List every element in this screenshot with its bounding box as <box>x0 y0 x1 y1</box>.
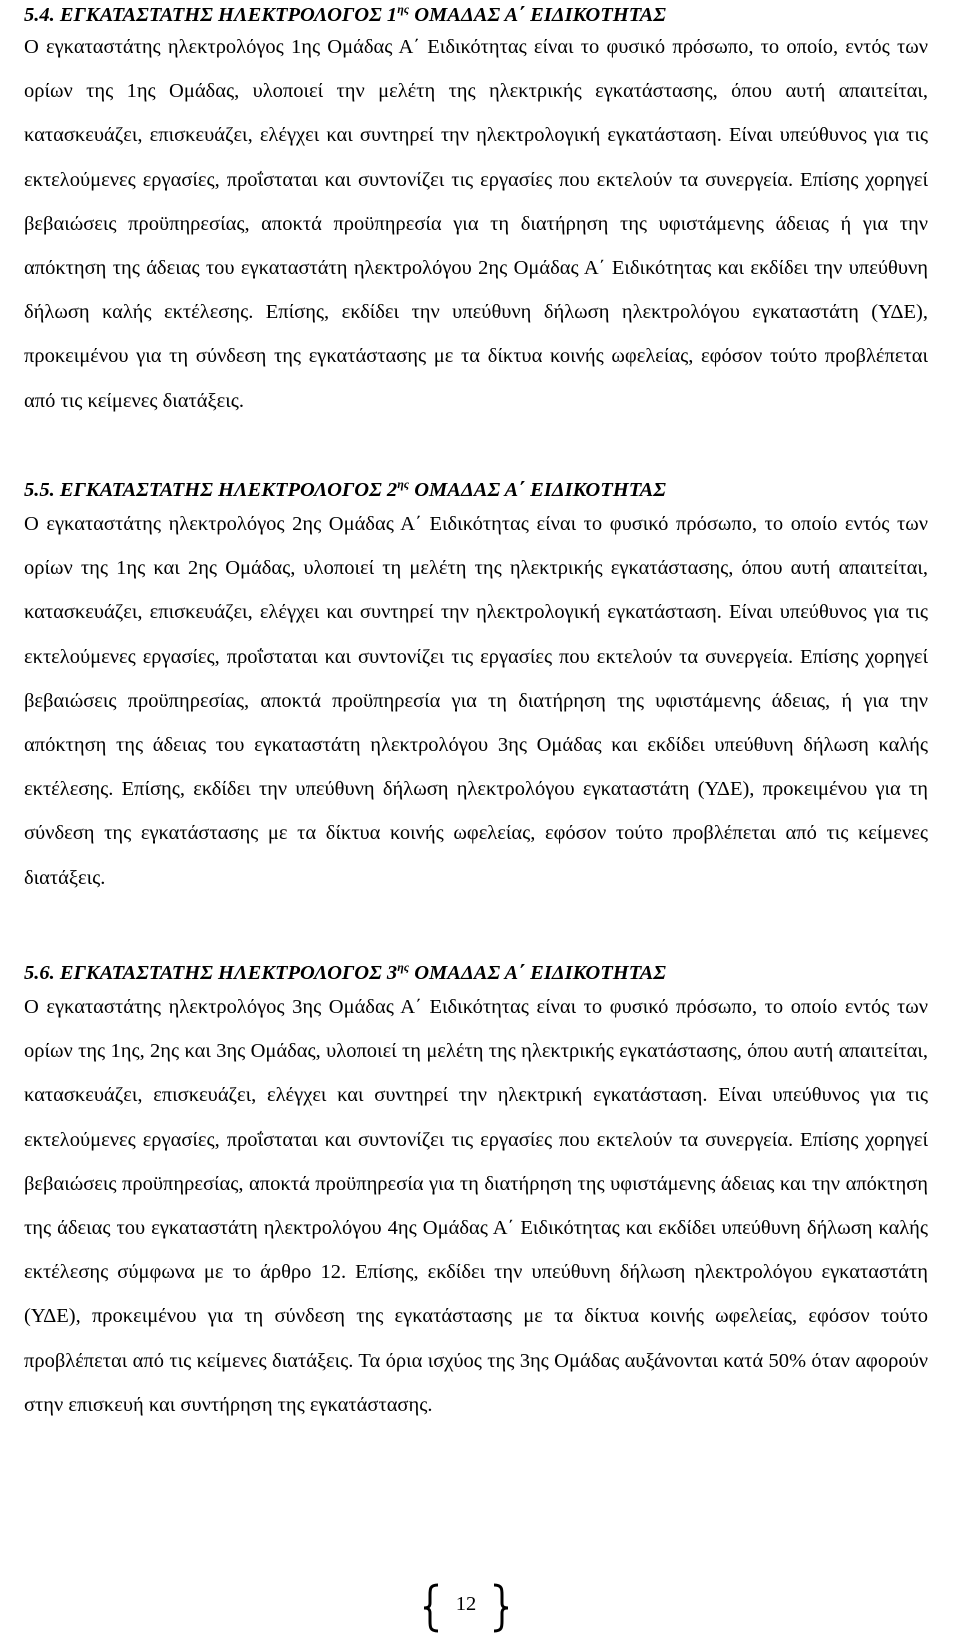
section-heading: 5.6. ΕΓΚΑΤΑΣΤΑΤΗΣ ΗΛΕΚΤΡΟΛΟΓΟΣ $3^{\eta\varsigma}$ ΟΜΑΔΑΣ Α΄ ΕΙΔΙΚΟΤΗΤΑΣ <box>24 960 666 984</box>
page-number: 12 <box>455 1593 477 1615</box>
section-paragraph: Ο εγκαταστάτης ηλεκτρολόγος 2ης Ομάδας Α΄ Ειδικότητας είναι το φυσικό πρόσωπο, το οποίο εντός των ορίων της 1ης και 2ης Ομάδας, υλοποιεί τη μελέτη της ηλεκτρικής εγκατάστασης, όπου αυτή απαιτείται, κατασκευάζει, επισκευάζει, ελέγχει και συντηρεί την ηλεκτρολογική εγκατάσταση. Είναι υπεύθυνος για τις εκτελούμενες εργασίες, προΐσταται και συντονίζει τις εργασίες που εκτελούν τα συνεργεία. Επίσης χορηγεί βεβαιώσεις προϋπηρεσίας, αποκτά προϋπηρεσία για τη διατήρηση της υφιστάμενης άδειας, ή για την απόκτηση της άδειας του εγκαταστάτη ηλεκτρολόγου 3ης Ομάδας και εκδίδει υπεύθυνη δήλωση καλής εκτέλεσης. Επίσης, εκδίδει την υπεύθυνη δήλωση ηλεκτρολόγου εγκαταστάτη (ΥΔΕ), προκειμένου για τη σύνδεση της εγκατάστασης με τα δίκτυα κοινής ωφελείας, εφόσον τούτο προβλέπεται από τις κείμενες διατάξεις. <box>24 513 928 889</box>
heading-superscript: ης <box>397 960 410 975</box>
section-paragraph: Ο εγκαταστάτης ηλεκτρολόγος 1ης Ομάδας Α΄ Ειδικότητας είναι το φυσικό πρόσωπο, το οποίο, εντός των ορίων της 1ης Ομάδας, υλοποιεί την μελέτη της ηλεκτρικής εγκατάστασης, όπου αυτή απαιτείται, κατασκευάζει, επισκευάζει, ελέγχει και συντηρεί την ηλεκτρολογική εγκατάσταση. Είναι υπεύθυνος για τις εκτελούμενες εργασίες, προΐσταται και συντονίζει τις εργασίες που εκτελούν τα συνεργεία. Επίσης χορηγεί βεβαιώσεις προϋπηρεσίας, αποκτά προϋπηρεσία για τη διατήρηση της υφιστάμενης άδειας ή για την απόκτηση της άδειας του εγκαταστάτη ηλεκτρολόγου 2ης Ομάδας Α΄ Ειδικότητας και εκδίδει την υπεύθυνη δήλωση καλής εκτέλεσης. Επίσης, εκδίδει την υπεύθυνη δήλωση ηλεκτρολόγου εγκαταστάτη (ΥΔΕ), προκειμένου για τη σύνδεση της εγκατάστασης με τα δίκτυα κοινής ωφελείας, εφόσον τούτο προβλέπεται από τις κείμενες διατάξεις. <box>24 36 928 412</box>
section-5-4 <box>24 0 928 423</box>
section-5-5 <box>24 475 928 900</box>
section-heading: 5.4. ΕΓΚΑΤΑΣΤΑΤΗΣ ΗΛΕΚΤΡΟΛΟΓΟΣ $1^{\eta\varsigma}$ ΟΜΑΔΑΣ Α΄ ΕΙΔΙΚΟΤΗΤΑΣ <box>24 2 666 26</box>
section-paragraph: Ο εγκαταστάτης ηλεκτρολόγος 3ης Ομάδας Α΄ Ειδικότητας είναι το φυσικό πρόσωπο, το οποίο εντός των ορίων της 1ης, 2ης και 3ης Ομάδας, υλοποιεί τη μελέτη της ηλεκτρικής εγκατάστασης, όπου αυτή απαιτείται, κατασκευάζει, επισκευάζει, ελέγχει και συντηρεί την ηλεκτρική εγκατάσταση. Είναι υπεύθυνος για τις εκτελούμενες εργασίες, προΐσταται και συντονίζει τις εργασίες που εκτελούν τα συνεργεία. Επίσης χορηγεί βεβαιώσεις προϋπηρεσίας, αποκτά προϋπηρεσία για τη διατήρηση της υφιστάμενης άδειας και την απόκτηση της άδειας του εγκαταστάτη ηλεκτρολόγου 4ης Ομάδας Α΄ Ειδικότητας και εκδίδει υπεύθυνη δήλωση καλής εκτέλεσης σύμφωνα με το άρθρο 12. Επίσης, εκδίδει την υπεύθυνη δήλωση ηλεκτρολόγου εγκαταστάτη (ΥΔΕ), προκειμένου για τη σύνδεση της εγκατάστασης με τα δίκτυα κοινής ωφελείας, εφόσον τούτο προβλέπεται από τις κείμενες διατάξεις. Τα όρια ισχύος της 3ης Ομάδας αυξάνονται κατά 50% όταν αφορούν στην επισκευή και συντήρηση της εγκατάστασης. <box>24 996 928 1416</box>
section-5-6 <box>24 958 928 1427</box>
heading-superscript: ης <box>397 477 410 492</box>
heading-superscript: ης <box>397 2 410 17</box>
section-heading: 5.5. ΕΓΚΑΤΑΣΤΑΤΗΣ ΗΛΕΚΤΡΟΛΟΓΟΣ $2^{\eta\varsigma}$ ΟΜΑΔΑΣ Α΄ ΕΙΔΙΚΟΤΗΤΑΣ <box>24 477 666 501</box>
page-footer <box>420 1581 512 1634</box>
